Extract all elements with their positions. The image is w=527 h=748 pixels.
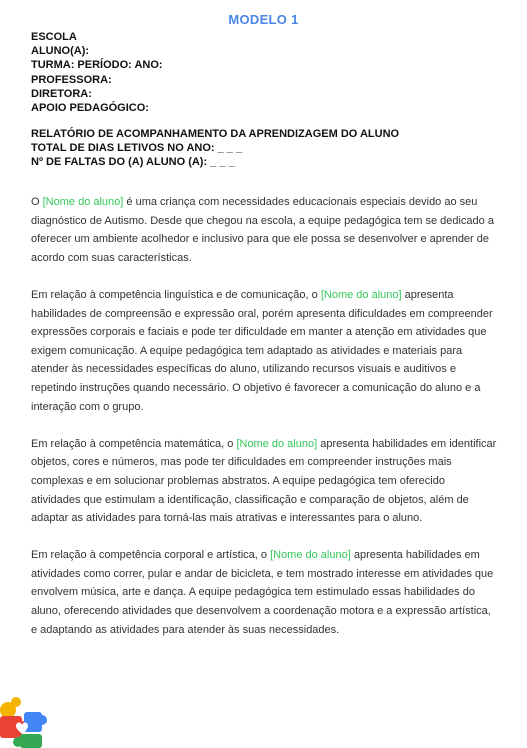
student-name-placeholder: [Nome do aluno] xyxy=(42,196,124,208)
paragraph-text: O xyxy=(31,196,43,208)
pedagogical-support-field: APOIO PEDAGÓGICO: xyxy=(31,102,149,115)
document-title: MODELO 1 xyxy=(228,12,299,27)
student-field: ALUNO(A): xyxy=(31,45,90,58)
paragraph-body-art xyxy=(31,546,497,639)
school-field: ESCOLA xyxy=(31,31,77,43)
paragraph-text: Em relação à competência corporal e artística, o xyxy=(31,549,271,562)
class-period-year-field: TURMA: PERÍODO: ANO: xyxy=(31,59,163,72)
student-name-placeholder: [Nome do aluno] xyxy=(236,437,318,450)
paragraph-language xyxy=(31,286,497,416)
paragraph-text: é uma criança com necessidades educacionais especiais devido ao seu diagnóstico de Autismo. Desde que chegou na escola, a equipe pedagógica tem se dedicado a oferecer um ambiente acolhedor e inclusivo para que ele possa se desenvolver e aprender de acordo com suas características. xyxy=(31,196,494,264)
student-name-placeholder: [Nome do aluno] xyxy=(320,288,402,301)
absences-field: Nº DE FALTAS DO (A) ALUNO (A): _ _ _ xyxy=(31,156,235,169)
paragraph-text: apresenta habilidades em atividades como correr, pular e andar de bicicleta, e tem mostrado interesse em atividades que envolvem música, arte e dança. A equipe pedagógica tem estimulado essas habilidades do aluno, oferecendo atividades que desenvolvem a coordenação motora e a expressão artística, e adaptando as atividades para atender às suas necessidades. xyxy=(31,549,494,636)
paragraph-math xyxy=(31,435,497,528)
report-title: RELATÓRIO DE ACOMPANHAMENTO DA APRENDIZAGEM DO ALUNO xyxy=(31,128,400,140)
paragraph-text: Em relação à competência linguística e de comunicação, o xyxy=(31,288,321,301)
paragraph-text: apresenta habilidades de compreensão e expressão oral, porém apresenta dificuldades em compreender expressões corporais e faciais e pode ter dificuldade em manter a atenção em atividades que exigem comunicação. A equipe pedagógica tem adaptado as atividades e materiais para atender às necessidades específicas do aluno, utilizando recursos visuais e auditivos e repetindo instruções quando necessário. O objetivo é favorecer a comunicação do aluno e a interação com o grupo. xyxy=(31,288,493,413)
paragraph-text: apresenta habilidades em identificar objetos, cores e números, mas pode ter dificuldades em compreender instruções mais complexas e em solucionar problemas abstratos. A equipe pedagógica tem oferecido atividades que estimulam a identificação, classificação e comparação de objetos, além de adaptar as atividades para torná-las mais atrativas e interessantes para o aluno. xyxy=(31,437,497,525)
paragraph-text: Em relação à competência matemática, o xyxy=(31,437,237,450)
student-name-placeholder: [Nome do aluno] xyxy=(270,549,351,562)
report-body xyxy=(31,193,497,658)
report-header xyxy=(31,127,501,170)
paragraph-diagnosis xyxy=(31,193,497,267)
puzzle-heart-logo-icon xyxy=(0,696,50,748)
school-header xyxy=(31,30,501,115)
school-days-field: TOTAL DE DIAS LETIVOS NO ANO: _ _ _ xyxy=(31,142,243,155)
teacher-field: PROFESSORA: xyxy=(31,73,112,86)
director-field: DIRETORA: xyxy=(31,87,92,100)
